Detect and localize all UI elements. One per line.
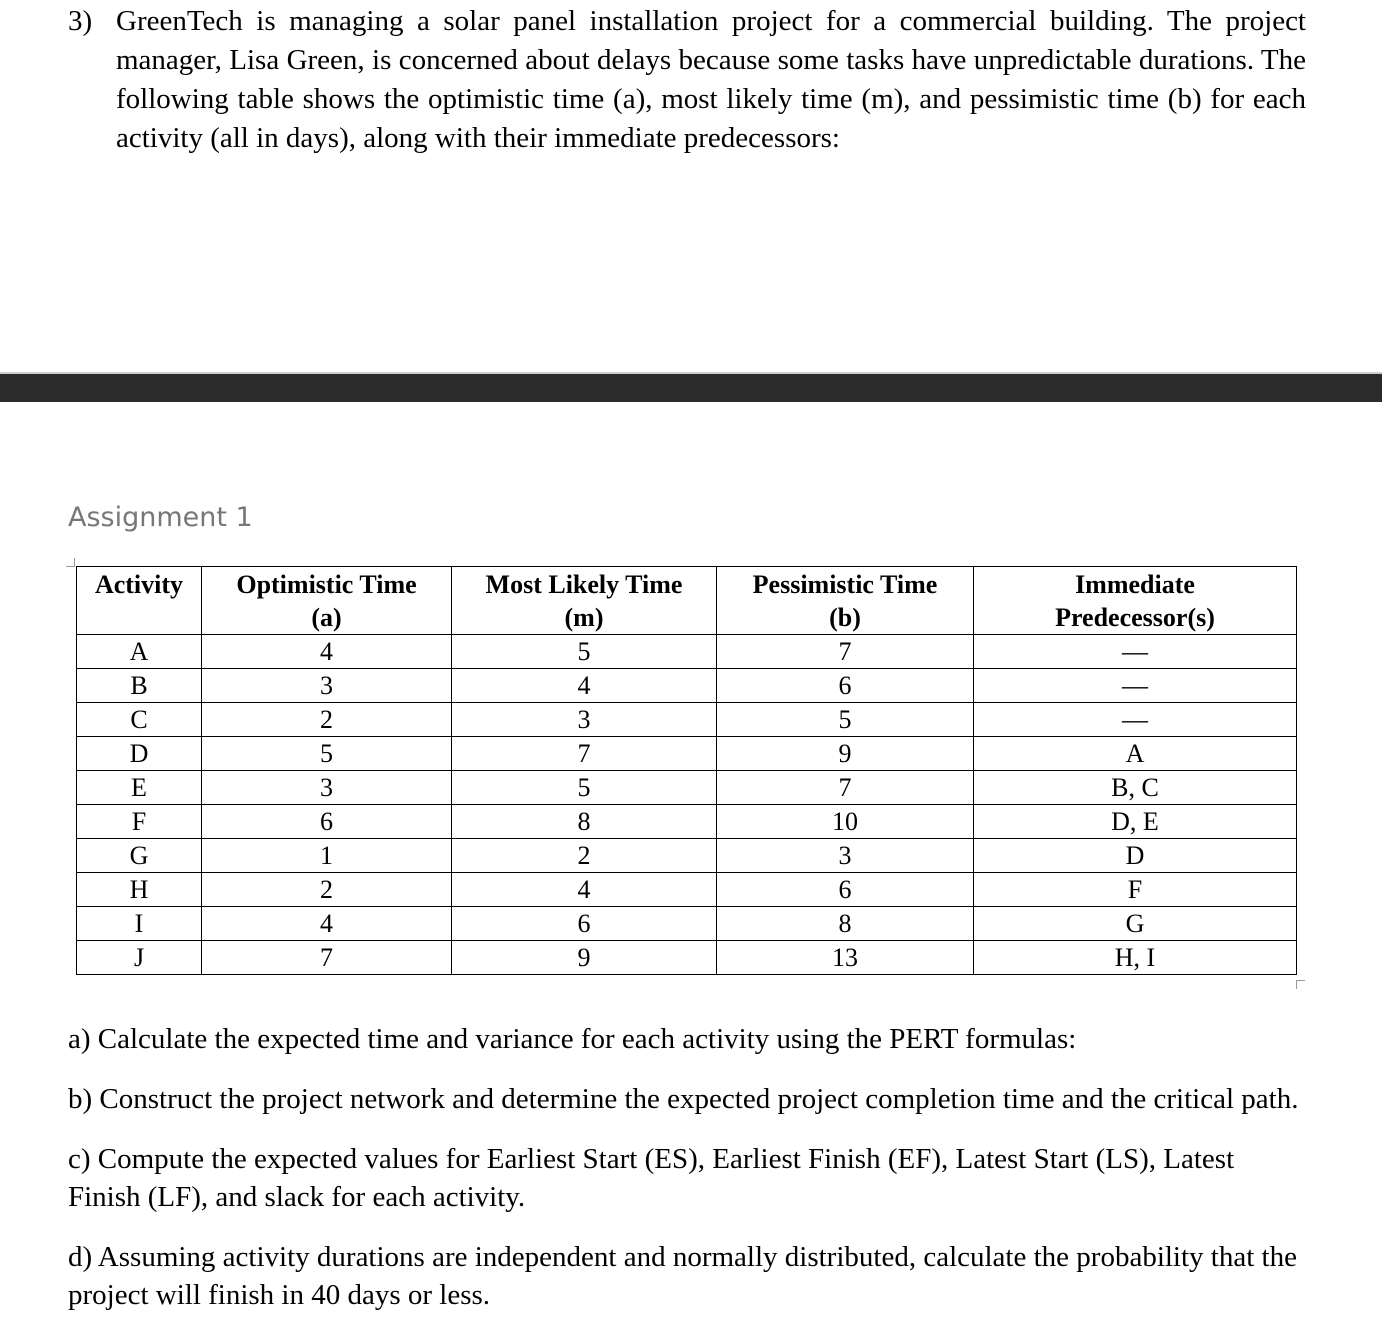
cell-pessimistic: 5	[717, 703, 974, 737]
cell-activity: J	[77, 941, 202, 975]
question-parts	[68, 1020, 1308, 1314]
cell-pessimistic: 3	[717, 839, 974, 873]
cell-optimistic: 6	[202, 805, 452, 839]
cell-most-likely: 7	[452, 737, 717, 771]
table-row	[77, 839, 1297, 873]
cell-most-likely: 8	[452, 805, 717, 839]
header-line1: Pessimistic Time	[752, 570, 938, 599]
table-row	[77, 771, 1297, 805]
divider-bar	[0, 374, 1382, 402]
cell-optimistic: 3	[202, 771, 452, 805]
cell-most-likely: 5	[452, 771, 717, 805]
table-row	[77, 805, 1297, 839]
cell-predecessors: H, I	[974, 941, 1297, 975]
header-predecessors	[974, 567, 1297, 635]
cell-predecessors: —	[974, 669, 1297, 703]
header-line2: (b)	[829, 603, 861, 632]
cell-activity: B	[77, 669, 202, 703]
table-corner-mark-bottom-right	[1296, 980, 1305, 989]
cell-optimistic: 4	[202, 907, 452, 941]
cell-pessimistic: 7	[717, 635, 974, 669]
cell-optimistic: 1	[202, 839, 452, 873]
cell-activity: A	[77, 635, 202, 669]
cell-pessimistic: 9	[717, 737, 974, 771]
table-row	[77, 873, 1297, 907]
cell-optimistic: 3	[202, 669, 452, 703]
cell-activity: C	[77, 703, 202, 737]
assignment-title: Assignment 1	[68, 502, 253, 533]
table-row	[77, 907, 1297, 941]
table-row	[77, 941, 1297, 975]
question-a: a) Calculate the expected time and variance for each activity using the PERT formulas:	[68, 1023, 1077, 1055]
header-line1: Optimistic Time	[236, 570, 417, 599]
cell-predecessors: B, C	[974, 771, 1297, 805]
cell-pessimistic: 7	[717, 771, 974, 805]
cell-predecessors: A	[974, 737, 1297, 771]
header-line1: Most Likely Time	[485, 570, 683, 599]
cell-optimistic: 4	[202, 635, 452, 669]
problem-text: GreenTech is managing a solar panel installation project for a commercial building. The project manager, Lisa Green, is concerned about delays because some tasks have unpredictable durations. The following table shows the optimistic time (a), most likely time (m), and pessimistic time (b) for each activity (all in days), along with their immediate predecessors:	[116, 5, 1306, 154]
problem-number: 3)	[68, 5, 93, 37]
cell-pessimistic: 13	[717, 941, 974, 975]
cell-most-likely: 5	[452, 635, 717, 669]
table-row	[77, 669, 1297, 703]
header-most-likely	[452, 567, 717, 635]
cell-predecessors: D	[974, 839, 1297, 873]
cell-most-likely: 4	[452, 669, 717, 703]
table-row	[77, 635, 1297, 669]
header-optimistic	[202, 567, 452, 635]
table-header-row	[77, 567, 1297, 635]
cell-predecessors: G	[974, 907, 1297, 941]
cell-pessimistic: 10	[717, 805, 974, 839]
cell-most-likely: 6	[452, 907, 717, 941]
header-pessimistic	[717, 567, 974, 635]
cell-predecessors: —	[974, 703, 1297, 737]
cell-most-likely: 2	[452, 839, 717, 873]
cell-predecessors: D, E	[974, 805, 1297, 839]
pert-table	[76, 566, 1297, 975]
table-corner-mark-top-left	[66, 558, 75, 567]
cell-optimistic: 5	[202, 737, 452, 771]
header-line2: (m)	[564, 603, 604, 632]
header-line1: Immediate	[1075, 570, 1195, 599]
table-row	[77, 703, 1297, 737]
cell-most-likely: 9	[452, 941, 717, 975]
header-activity	[77, 567, 202, 635]
cell-optimistic: 7	[202, 941, 452, 975]
header-line2: Predecessor(s)	[1055, 603, 1215, 632]
cell-predecessors: F	[974, 873, 1297, 907]
question-d: d) Assuming activity durations are independent and normally distributed, calculate the probability that the project will finish in 40 days or less.	[68, 1241, 1297, 1311]
cell-activity: G	[77, 839, 202, 873]
cell-activity: D	[77, 737, 202, 771]
cell-most-likely: 3	[452, 703, 717, 737]
cell-most-likely: 4	[452, 873, 717, 907]
cell-optimistic: 2	[202, 873, 452, 907]
header-line1: Activity	[94, 570, 184, 599]
cell-pessimistic: 8	[717, 907, 974, 941]
header-line2: (a)	[311, 603, 342, 632]
table-row	[77, 737, 1297, 771]
question-c: c) Compute the expected values for Earliest Start (ES), Earliest Finish (EF), Latest Start (LS), Latest Finish (LF), and slack for each activity.	[68, 1143, 1235, 1213]
cell-predecessors: —	[974, 635, 1297, 669]
cell-activity: H	[77, 873, 202, 907]
problem-statement	[68, 2, 1306, 158]
cell-optimistic: 2	[202, 703, 452, 737]
cell-activity: F	[77, 805, 202, 839]
question-b: b) Construct the project network and determine the expected project completion time and the critical path.	[68, 1083, 1299, 1115]
cell-activity: E	[77, 771, 202, 805]
cell-pessimistic: 6	[717, 669, 974, 703]
cell-activity: I	[77, 907, 202, 941]
cell-pessimistic: 6	[717, 873, 974, 907]
